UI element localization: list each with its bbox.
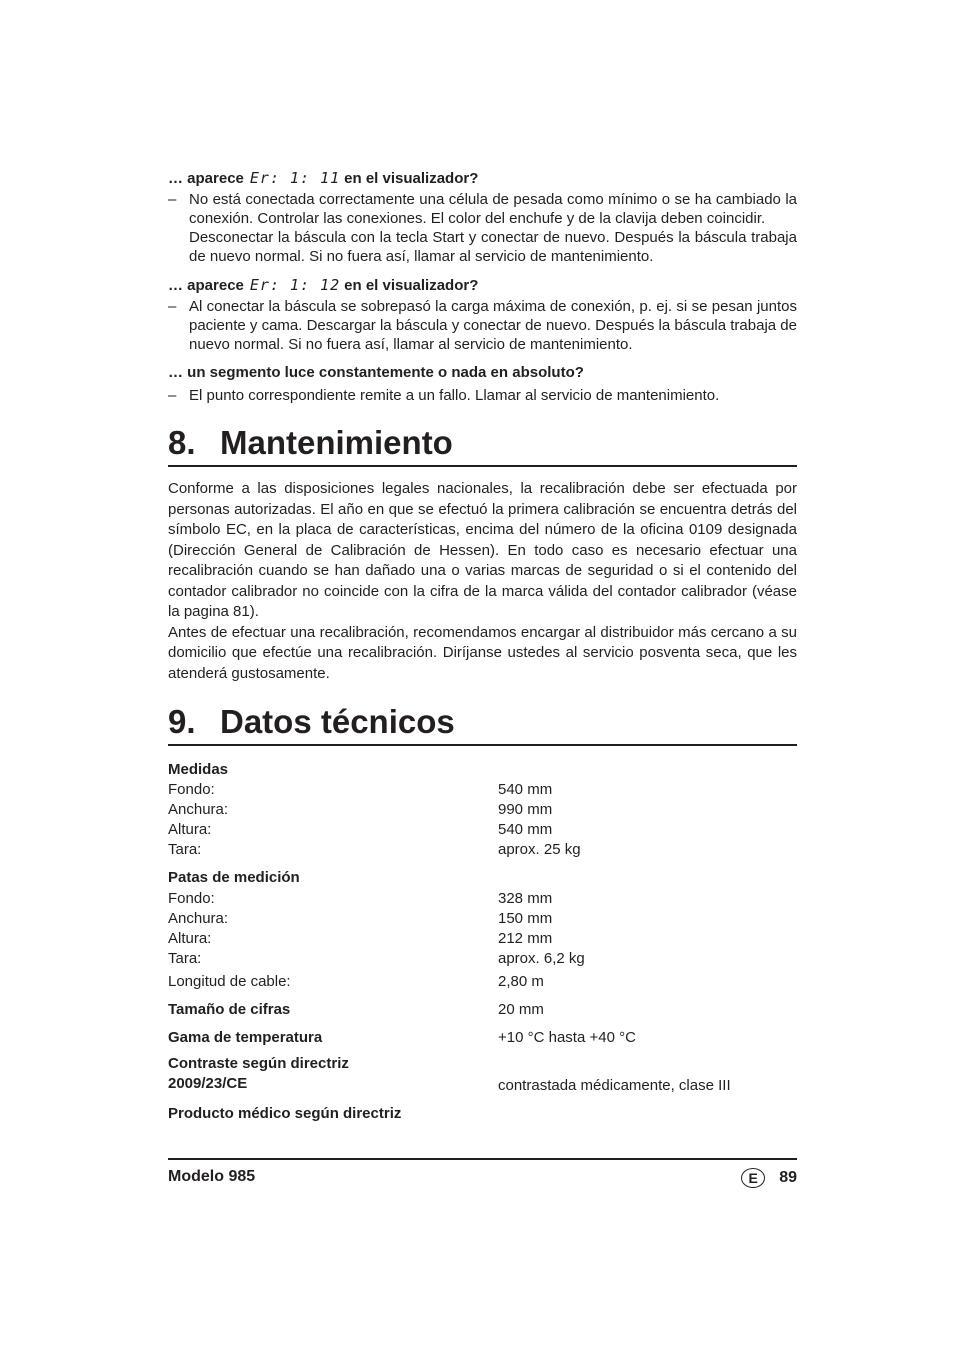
page-content [168,168,797,1122]
question-text: … aparece [168,277,244,294]
dash: – [168,191,177,208]
model-name: Modelo 985 [168,1168,256,1185]
dash: – [168,298,177,315]
table-row [168,778,797,798]
table-row [168,838,797,858]
section-number: 9. [168,703,196,740]
spec-label: Longitud de cable: [168,973,291,990]
spec-value: +10 °C hasta +40 °C [498,1029,636,1046]
spec-value: 20 mm [498,1001,544,1018]
spec-value: 328 mm [498,890,553,907]
question-text: en el visualizador? [344,277,479,294]
section-number: 8. [168,424,196,461]
section-heading-mantenimiento [168,424,797,467]
troubleshooting-question [168,168,797,189]
spec-value: 2,80 m [498,973,544,990]
table-row [168,886,797,907]
table-row [168,990,797,1018]
section-title: Datos técnicos [220,703,455,740]
technical-data-table [168,756,797,1122]
error-code: Er: 1: 12 [249,276,341,294]
spec-heading: Patas de medición [168,869,300,886]
question-text: … aparece [168,170,244,187]
answer-text: Al conectar la báscula se sobrepasó la carga máxima de conexión, p. ej. si se pesan juntos paciente y cama. Descargar la báscula y conectar de nuevo. Después la báscula trabaja de nuevo normal. Si no fuera así, llamar al servicio de mantenimiento. [189,298,797,353]
question-text: … un segmento luce constantemente o nada en absoluto? [168,364,584,381]
spec-label: Fondo: [168,890,215,907]
spec-label: Anchura: [168,801,229,818]
paragraph: Conforme a las disposiciones legales nacionales, la recalibración debe ser efectuada por personas autorizadas. El año en que se efectuó la primera calibración se encuentra detrás del símbolo EC, en la placa de características, encima del número de la oficina 0109 designada (Dirección General de Calibración de Hessen). En todo caso es necesario efectuar una recalibración cuando se han dañado una o varias marcas de seguridad o si el contenido del contador calibrador no coincide con la cifra de la marca válida del contador calibrador (véase la pagina 81). [168,480,797,620]
table-row [168,756,797,778]
page-footer [168,1158,797,1188]
table-row [168,858,797,886]
dash: – [168,387,177,404]
spec-value: 990 mm [498,801,553,818]
spec-value: aprox. 25 kg [498,841,581,858]
spec-value: aprox. 6,2 kg [498,950,585,967]
section-heading-datos-tecnicos [168,703,797,746]
answer-text: No está conectada correctamente una célula de pesada como mínimo o se ha cambiado la conexión. Controlar las conexiones. El color del enchufe y de la clavija deben coincidir. [189,191,797,227]
answer-text: El punto correspondiente remite a un fallo. Llamar al servicio de mantenimiento. [189,387,720,404]
error-code: Er: 1: 11 [249,169,341,187]
spec-value: 150 mm [498,910,553,927]
table-row [168,907,797,927]
table-row [168,1094,797,1122]
troubleshooting-answer [168,190,797,266]
spec-label: Fondo: [168,781,215,798]
page-indicator [741,1168,797,1188]
spec-heading: Medidas [168,761,229,778]
spec-value: 540 mm [498,821,553,838]
spec-label-line: 2009/23/CE [168,1075,248,1092]
table-row [168,947,797,967]
spec-label: Tara: [168,950,202,967]
table-row [168,967,797,990]
table-row [168,1046,797,1094]
spec-label: Gama de temperatura [168,1029,323,1046]
section-title: Mantenimiento [220,424,453,461]
spec-label: Tamaño de cifras [168,1001,291,1018]
table-row [168,818,797,838]
troubleshooting-answer [168,386,797,405]
table-row [168,1018,797,1046]
spec-label: Tara: [168,841,202,858]
troubleshooting-question [168,275,797,296]
paragraph: Antes de efectuar una recalibración, recomendamos encargar al distribuidor más cercano a su domicilio que efectúe una recalibración. Diríjanse ustedes al servicio posventa seca, que les atenderá gustosamente. [168,623,797,682]
question-text: en el visualizador? [344,170,479,187]
spec-value: contrastada médicamente, clase III [498,1077,731,1094]
spec-label [168,1046,498,1094]
page-number: 89 [779,1169,797,1187]
troubleshooting-answer [168,297,797,354]
troubleshooting-question [168,363,797,383]
spec-label: Producto médico según directriz [168,1105,402,1122]
table-row [168,798,797,818]
table-row [168,927,797,947]
language-badge: E [741,1168,765,1188]
spec-value: 212 mm [498,930,553,947]
spec-label: Altura: [168,821,212,838]
spec-label: Altura: [168,930,212,947]
spec-label-line: Contraste según directriz [168,1055,349,1072]
spec-value: 540 mm [498,781,553,798]
answer-text: Desconectar la báscula con la tecla Start y conectar de nuevo. Después la báscula trabaja de nuevo normal. Si no fuera así, llamar al servicio de mantenimiento. [189,229,797,265]
spec-label: Anchura: [168,910,229,927]
